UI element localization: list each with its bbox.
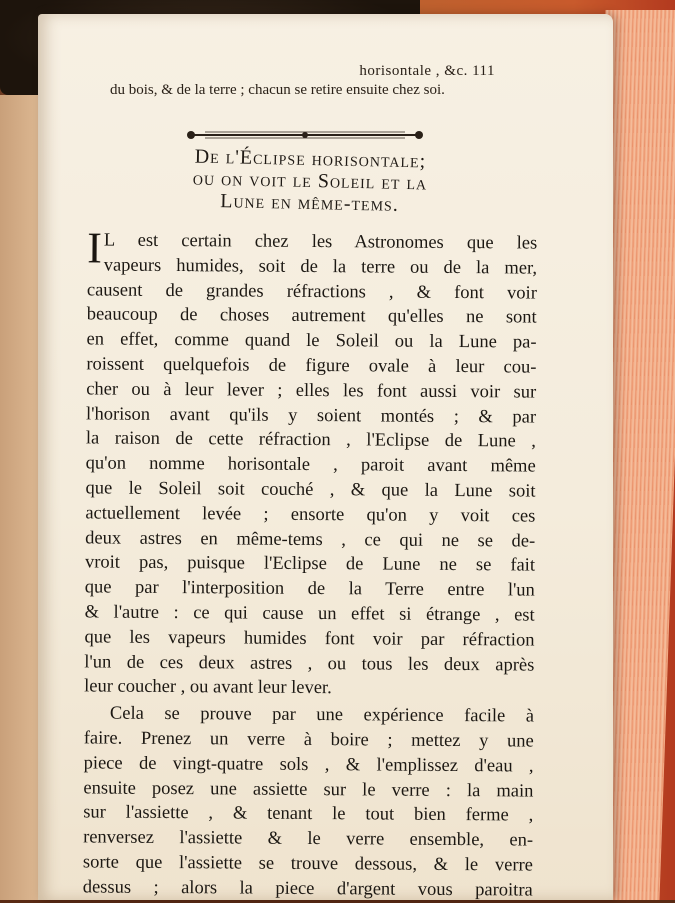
text-line: renversez l'assiette & le verre ensemble, en-	[83, 827, 534, 851]
text-line: leur coucher , ou avant leur lever.	[84, 676, 332, 699]
chapter-heading	[99, 144, 520, 219]
text-line: vroit pas, puisque l'Eclipse de Lune ne se fait	[84, 552, 536, 576]
heading-line: De l'Éclipse horisontale;	[194, 145, 427, 173]
heading-line: Lune en même-tems.	[220, 190, 400, 216]
text-line: que le Soleil soit couché , & que la Lune soit	[85, 478, 536, 502]
text-line: l'horison avant qu'ils y soient montés ; & par	[85, 404, 537, 428]
running-head	[110, 62, 495, 100]
running-head-text: du bois, & de la terre ; chacun se retire ensuite chez soi.	[110, 82, 445, 98]
text-line: dessus ; alors la piece d'argent vous paroitra	[82, 877, 533, 901]
ornament-rule	[185, 128, 425, 142]
text-line: piece de vingt-quatre sols , & l'emplissez d'eau ,	[83, 753, 534, 777]
heading-line: ou on voit le Soleil et la	[192, 167, 428, 195]
text-line: sorte que l'assiette se trouve dessous, & le verre	[82, 852, 533, 876]
text-line: roissent quelquefois de figure ovale à leur cou-	[86, 354, 537, 378]
drop-cap: I	[87, 223, 103, 273]
text-line: cher ou à leur lever ; elles les font aussi voir sur	[86, 379, 537, 403]
body-text	[82, 223, 538, 903]
text-line: la raison de cette réfraction , l'Eclipse de Lune ,	[85, 428, 536, 452]
text-line: & l'autre : ce qui cause un effet si étrange , est	[84, 602, 535, 626]
text-line: ensuite posez une assiette sur le verre : la main	[83, 777, 534, 802]
paragraph-1	[84, 223, 538, 702]
text-line: actuellement levée ; ensorte qu'on y voit ces	[85, 503, 536, 527]
text-line: Cela se prouve par une expérience facile à	[109, 703, 535, 727]
text-line: beaucoup de choses autrement qu'elles ne sont	[86, 304, 537, 328]
paragraph-2	[83, 702, 534, 903]
running-head-title: horisontale , &c. 111	[359, 63, 495, 79]
text-line: l'un de ces deux astres , ou tous les deux après	[84, 651, 535, 676]
text-line: vapeurs humides, soit de la terre ou de la mer,	[103, 255, 538, 279]
text-line: que les vapeurs humides font voir par réfraction	[84, 627, 535, 651]
text-line: que par l'interposition de la Terre entre l'un	[84, 577, 535, 601]
text-line: sur l'assiette , & tenant le tout bien ferme ,	[83, 802, 534, 826]
text-line: en effet, comme quand le Soleil ou la Lune pa-	[86, 329, 537, 353]
text-line: causent de grandes réfractions , & font voir	[86, 280, 537, 304]
text-line: qu'on nomme horisontale , paroit avant même	[85, 453, 536, 477]
text-line: faire. Prenez un verre à boire ; mettez y une	[83, 728, 534, 752]
text-line: L est certain chez les Astronomes que les	[103, 230, 538, 254]
text-line: deux astres en même-tems , ce qui ne se de-	[85, 527, 536, 552]
